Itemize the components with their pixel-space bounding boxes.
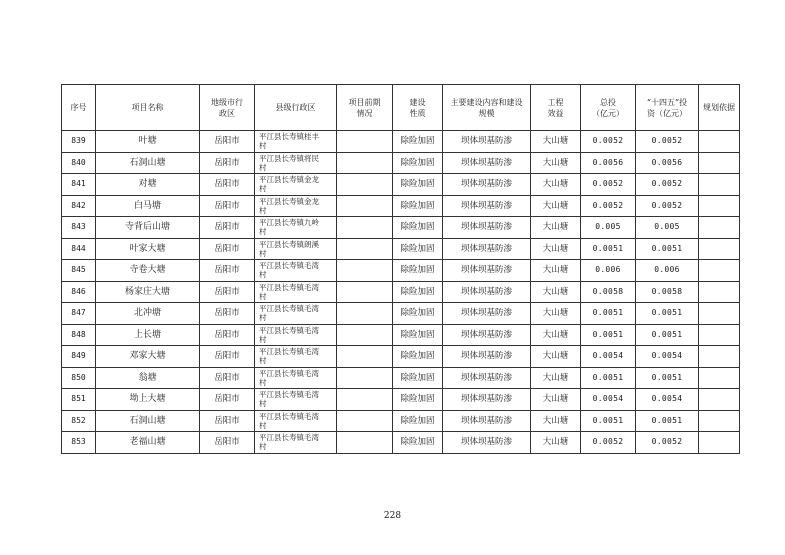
- cell-basis: [699, 281, 740, 303]
- cell-seq: 843: [62, 217, 96, 239]
- cell-plan-investment: 0.0054: [636, 346, 699, 368]
- cell-county: 平江县长寿镇毛湾 村: [255, 260, 337, 282]
- cell-benefit: 大山塘: [531, 217, 581, 239]
- cell-benefit: 大山塘: [531, 131, 581, 153]
- cell-benefit: 大山塘: [531, 432, 581, 454]
- cell-project-name: 杨家庄大塘: [96, 281, 200, 303]
- cell-seq: 841: [62, 174, 96, 196]
- cell-city: 岳阳市: [200, 152, 255, 174]
- header-project-name: 项目名称: [96, 85, 200, 131]
- cell-seq: 853: [62, 432, 96, 454]
- cell-nature: 除险加固: [393, 195, 443, 217]
- table-row: [62, 217, 740, 239]
- cell-city: 岳阳市: [200, 174, 255, 196]
- cell-preliminary: [337, 217, 393, 239]
- header-basis: 规划依据: [699, 85, 740, 131]
- cell-basis: [699, 174, 740, 196]
- header-plan-investment: “十四五”投 资（亿元）: [636, 85, 699, 131]
- cell-plan-investment: 0.0051: [636, 410, 699, 432]
- cell-seq: 845: [62, 260, 96, 282]
- cell-plan-investment: 0.0052: [636, 174, 699, 196]
- cell-content: 坝体坝基防渗: [443, 367, 531, 389]
- cell-seq: 844: [62, 238, 96, 260]
- cell-nature: 除险加固: [393, 217, 443, 239]
- table-header-row: [62, 85, 740, 131]
- cell-total-investment: 0.0054: [581, 346, 636, 368]
- table-row: [62, 303, 740, 325]
- cell-county: 平江县长寿镇毛湾 村: [255, 367, 337, 389]
- cell-project-name: 老福山塘: [96, 432, 200, 454]
- table-body: [62, 131, 740, 454]
- cell-project-name: 石洞山塘: [96, 410, 200, 432]
- cell-city: 岳阳市: [200, 367, 255, 389]
- cell-city: 岳阳市: [200, 389, 255, 411]
- table-row: [62, 174, 740, 196]
- cell-plan-investment: 0.0052: [636, 432, 699, 454]
- cell-county: 平江县长寿镇九岭 村: [255, 217, 337, 239]
- cell-county: 平江县长寿镇朗溪 村: [255, 238, 337, 260]
- cell-content: 坝体坝基防渗: [443, 152, 531, 174]
- cell-basis: [699, 152, 740, 174]
- cell-total-investment: 0.0051: [581, 238, 636, 260]
- cell-total-investment: 0.0052: [581, 174, 636, 196]
- cell-plan-investment: 0.005: [636, 217, 699, 239]
- cell-basis: [699, 389, 740, 411]
- cell-city: 岳阳市: [200, 410, 255, 432]
- cell-city: 岳阳市: [200, 324, 255, 346]
- cell-total-investment: 0.0052: [581, 131, 636, 153]
- table-row: [62, 131, 740, 153]
- cell-preliminary: [337, 389, 393, 411]
- cell-project-name: 翁塘: [96, 367, 200, 389]
- cell-county: 平江县长寿镇桂丰 村: [255, 131, 337, 153]
- cell-preliminary: [337, 346, 393, 368]
- cell-seq: 846: [62, 281, 96, 303]
- cell-city: 岳阳市: [200, 303, 255, 325]
- table-row: [62, 260, 740, 282]
- cell-total-investment: 0.0058: [581, 281, 636, 303]
- cell-content: 坝体坝基防渗: [443, 260, 531, 282]
- cell-basis: [699, 131, 740, 153]
- cell-benefit: 大山塘: [531, 152, 581, 174]
- cell-nature: 除险加固: [393, 131, 443, 153]
- cell-preliminary: [337, 174, 393, 196]
- cell-project-name: 叶家大塘: [96, 238, 200, 260]
- cell-nature: 除险加固: [393, 152, 443, 174]
- cell-city: 岳阳市: [200, 432, 255, 454]
- cell-county: 平江县长寿镇金龙 村: [255, 195, 337, 217]
- cell-nature: 除险加固: [393, 432, 443, 454]
- cell-plan-investment: 0.0052: [636, 131, 699, 153]
- cell-basis: [699, 238, 740, 260]
- cell-benefit: 大山塘: [531, 238, 581, 260]
- page-number: 228: [383, 511, 402, 521]
- table-row: [62, 324, 740, 346]
- cell-county: 平江县长寿镇毛湾 村: [255, 410, 337, 432]
- cell-seq: 847: [62, 303, 96, 325]
- cell-plan-investment: 0.0058: [636, 281, 699, 303]
- cell-basis: [699, 367, 740, 389]
- cell-preliminary: [337, 238, 393, 260]
- cell-county: 平江县长寿镇毛湾 村: [255, 324, 337, 346]
- cell-total-investment: 0.0051: [581, 303, 636, 325]
- cell-basis: [699, 410, 740, 432]
- cell-project-name: 叶塘: [96, 131, 200, 153]
- cell-city: 岳阳市: [200, 131, 255, 153]
- cell-city: 岳阳市: [200, 281, 255, 303]
- cell-project-name: 白马塘: [96, 195, 200, 217]
- table-row: [62, 367, 740, 389]
- cell-city: 岳阳市: [200, 260, 255, 282]
- cell-project-name: 坳上大塘: [96, 389, 200, 411]
- cell-county: 平江县长寿镇金龙 村: [255, 174, 337, 196]
- cell-preliminary: [337, 410, 393, 432]
- cell-content: 坝体坝基防渗: [443, 410, 531, 432]
- cell-content: 坝体坝基防渗: [443, 346, 531, 368]
- cell-basis: [699, 324, 740, 346]
- header-county: 县级行政区: [255, 85, 337, 131]
- cell-project-name: 北冲塘: [96, 303, 200, 325]
- header-nature: 建设 性质: [393, 85, 443, 131]
- cell-preliminary: [337, 324, 393, 346]
- cell-plan-investment: 0.0051: [636, 367, 699, 389]
- cell-city: 岳阳市: [200, 238, 255, 260]
- cell-county: 平江县长寿镇毛湾 村: [255, 346, 337, 368]
- cell-nature: 除险加固: [393, 324, 443, 346]
- cell-plan-investment: 0.0051: [636, 324, 699, 346]
- table-row: [62, 281, 740, 303]
- table-row: [62, 346, 740, 368]
- cell-benefit: 大山塘: [531, 410, 581, 432]
- cell-nature: 除险加固: [393, 303, 443, 325]
- cell-benefit: 大山塘: [531, 346, 581, 368]
- cell-basis: [699, 303, 740, 325]
- cell-benefit: 大山塘: [531, 281, 581, 303]
- cell-seq: 849: [62, 346, 96, 368]
- cell-content: 坝体坝基防渗: [443, 174, 531, 196]
- table-row: [62, 195, 740, 217]
- cell-seq: 842: [62, 195, 96, 217]
- header-benefit: 工程 效益: [531, 85, 581, 131]
- cell-nature: 除险加固: [393, 174, 443, 196]
- cell-county: 平江县长寿镇毛湾 村: [255, 303, 337, 325]
- cell-county: 平江县长寿镇毛湾 村: [255, 281, 337, 303]
- cell-seq: 840: [62, 152, 96, 174]
- table-row: [62, 410, 740, 432]
- cell-project-name: 对塘: [96, 174, 200, 196]
- cell-content: 坝体坝基防渗: [443, 131, 531, 153]
- cell-total-investment: 0.0052: [581, 432, 636, 454]
- cell-project-name: 寺卷大塘: [96, 260, 200, 282]
- cell-nature: 除险加固: [393, 389, 443, 411]
- cell-benefit: 大山塘: [531, 324, 581, 346]
- cell-content: 坝体坝基防渗: [443, 324, 531, 346]
- cell-nature: 除险加固: [393, 346, 443, 368]
- cell-county: 平江县长寿镇将民 村: [255, 152, 337, 174]
- cell-city: 岳阳市: [200, 217, 255, 239]
- cell-basis: [699, 346, 740, 368]
- cell-seq: 851: [62, 389, 96, 411]
- cell-total-investment: 0.005: [581, 217, 636, 239]
- cell-nature: 除险加固: [393, 260, 443, 282]
- cell-benefit: 大山塘: [531, 303, 581, 325]
- cell-city: 岳阳市: [200, 346, 255, 368]
- cell-preliminary: [337, 152, 393, 174]
- cell-total-investment: 0.006: [581, 260, 636, 282]
- cell-content: 坝体坝基防渗: [443, 195, 531, 217]
- cell-plan-investment: 0.0056: [636, 152, 699, 174]
- cell-nature: 除险加固: [393, 238, 443, 260]
- cell-content: 坝体坝基防渗: [443, 281, 531, 303]
- cell-preliminary: [337, 260, 393, 282]
- cell-total-investment: 0.0051: [581, 324, 636, 346]
- cell-county: 平江县长寿镇毛湾 村: [255, 432, 337, 454]
- header-total-investment: 总投 （亿元）: [581, 85, 636, 131]
- cell-seq: 850: [62, 367, 96, 389]
- cell-seq: 848: [62, 324, 96, 346]
- cell-total-investment: 0.0056: [581, 152, 636, 174]
- header-seq: 序号: [62, 85, 96, 131]
- cell-seq: 839: [62, 131, 96, 153]
- cell-total-investment: 0.0051: [581, 367, 636, 389]
- cell-plan-investment: 0.0051: [636, 238, 699, 260]
- cell-total-investment: 0.0054: [581, 389, 636, 411]
- cell-nature: 除险加固: [393, 410, 443, 432]
- cell-benefit: 大山塘: [531, 195, 581, 217]
- cell-total-investment: 0.0051: [581, 410, 636, 432]
- header-content: 主要建设内容和建设 规模: [443, 85, 531, 131]
- table-row: [62, 389, 740, 411]
- cell-benefit: 大山塘: [531, 367, 581, 389]
- cell-content: 坝体坝基防渗: [443, 303, 531, 325]
- cell-basis: [699, 432, 740, 454]
- cell-content: 坝体坝基防渗: [443, 432, 531, 454]
- header-preliminary: 项目前期 情况: [337, 85, 393, 131]
- header-city: 地级市行 政区: [200, 85, 255, 131]
- cell-plan-investment: 0.0054: [636, 389, 699, 411]
- cell-basis: [699, 217, 740, 239]
- cell-content: 坝体坝基防渗: [443, 238, 531, 260]
- cell-preliminary: [337, 195, 393, 217]
- cell-county: 平江县长寿镇毛湾 村: [255, 389, 337, 411]
- cell-benefit: 大山塘: [531, 174, 581, 196]
- cell-preliminary: [337, 367, 393, 389]
- cell-preliminary: [337, 303, 393, 325]
- cell-benefit: 大山塘: [531, 389, 581, 411]
- cell-city: 岳阳市: [200, 195, 255, 217]
- cell-project-name: 寺背后山塘: [96, 217, 200, 239]
- cell-preliminary: [337, 281, 393, 303]
- cell-basis: [699, 260, 740, 282]
- cell-project-name: 上长塘: [96, 324, 200, 346]
- project-table: [61, 84, 740, 454]
- cell-nature: 除险加固: [393, 281, 443, 303]
- table-row: [62, 152, 740, 174]
- cell-preliminary: [337, 432, 393, 454]
- cell-seq: 852: [62, 410, 96, 432]
- table-row: [62, 432, 740, 454]
- cell-plan-investment: 0.006: [636, 260, 699, 282]
- cell-content: 坝体坝基防渗: [443, 217, 531, 239]
- cell-preliminary: [337, 131, 393, 153]
- cell-project-name: 石洞山塘: [96, 152, 200, 174]
- cell-plan-investment: 0.0052: [636, 195, 699, 217]
- table-row: [62, 238, 740, 260]
- cell-content: 坝体坝基防渗: [443, 389, 531, 411]
- cell-benefit: 大山塘: [531, 260, 581, 282]
- cell-plan-investment: 0.0051: [636, 303, 699, 325]
- cell-total-investment: 0.0052: [581, 195, 636, 217]
- cell-project-name: 邓家大塘: [96, 346, 200, 368]
- cell-basis: [699, 195, 740, 217]
- cell-nature: 除险加固: [393, 367, 443, 389]
